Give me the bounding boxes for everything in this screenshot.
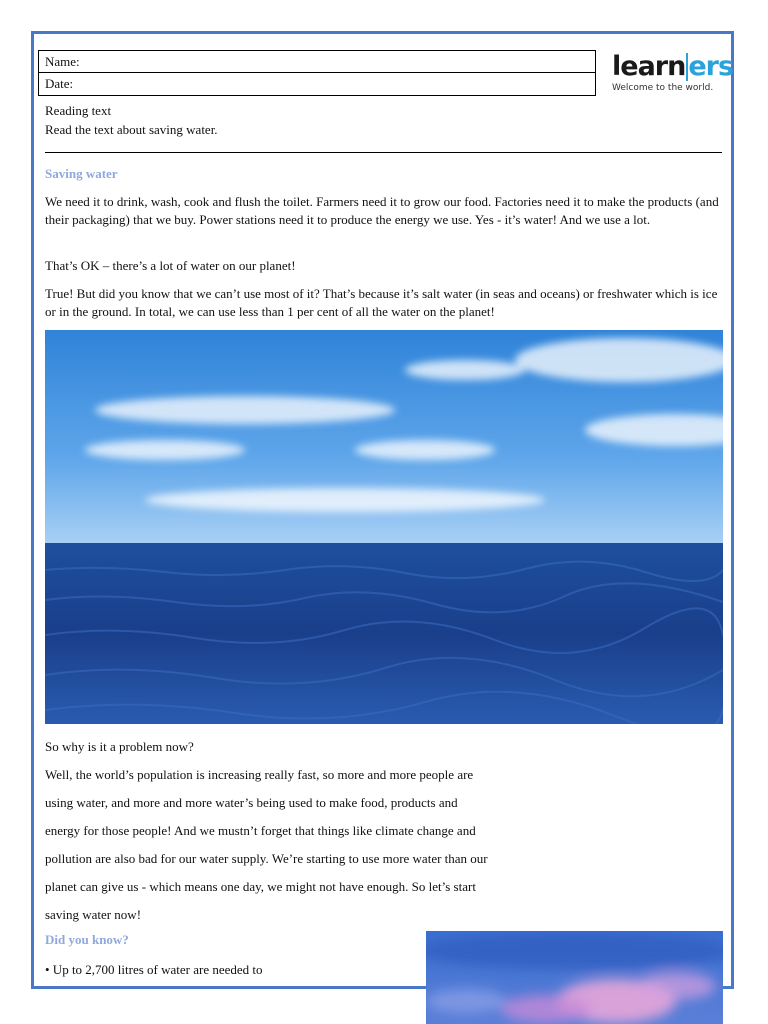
sky-photo [426,931,723,1024]
article-heading: Saving water [45,166,118,181]
instruction-text: Read the text about saving water. [45,122,218,137]
learners-logo [612,51,734,93]
logo-wordmark [612,51,734,82]
logo-word-part2: ers [688,51,734,82]
answer-line-6: saving water now! [45,907,142,922]
paragraph-2: That’s OK – there’s a lot of water on our planet! [45,258,296,273]
paragraph-1: We need it to drink, wash, cook and flush the toilet. Farmers need it to grow our food. Factories need it to make the products (and their packaging) that we buy. Power stations need it to produce the energy we use. Yes - it’s water! And we use a lot. [45,194,719,227]
sea-photo [45,330,723,724]
answer-line-1: Well, the world’s population is increasing really fast, so more and more people are [45,767,474,782]
name-field[interactable] [38,50,596,73]
divider [45,152,722,153]
answer-section [45,733,525,929]
date-field[interactable] [38,73,596,96]
logo-tagline: Welcome to the world. [612,83,714,93]
answer-line-4: pollution are also bad for our water supply. We’re starting to use more water than our [45,851,488,866]
logo-word-part1: learn [612,51,686,82]
bullet-item: • Up to 2,700 litres of water are needed to [45,962,263,977]
date-label: Date: [45,76,74,91]
text-type-label: Reading text [45,103,112,118]
answer-line-3: energy for those people! And we mustn’t forget that things like climate change and [45,823,476,838]
answer-line-5: planet can give us - which means one day, we might not have enough. So let’s start [45,879,476,894]
name-label: Name: [45,54,80,69]
did-you-know-heading: Did you know? [45,932,129,947]
question-line: So why is it a problem now? [45,739,194,754]
answer-line-2: using water, and more and more water’s being used to make food, products and [45,795,458,810]
paragraph-3: True! But did you know that we can’t use most of it? That’s because it’s salt water (in seas and oceans) or freshwater which is ice or in the ground. In total, we can use less than 1 per cent of all the water on the planet! [45,286,718,319]
